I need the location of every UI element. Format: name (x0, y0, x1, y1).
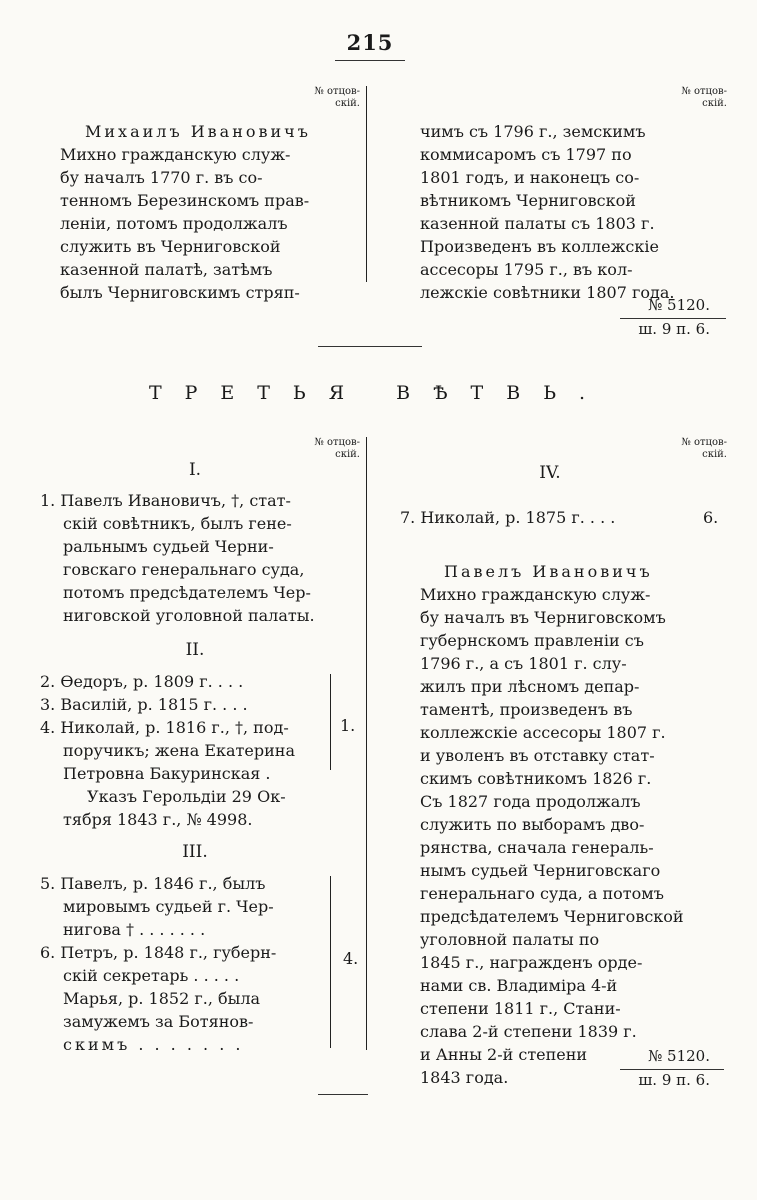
text-line: генеральнаго суда, а потомъ (420, 884, 664, 903)
text-line: 4. Николай, р. 1816 г., †, под- (40, 718, 289, 737)
section-ii-text (40, 670, 330, 831)
text-line: степени 1811 г., Стани- (420, 999, 621, 1018)
text-line: служить въ Черниговской (60, 237, 281, 256)
reference-location: ш. 9 п. 6. (638, 320, 710, 338)
text-line: Михно гражданскую служ- (420, 585, 651, 604)
column-header-line: скій. (335, 98, 360, 109)
father-number: 1. (340, 716, 356, 735)
column-header-line: № отцов- (681, 437, 727, 448)
text-line: 1843 года. (420, 1068, 509, 1087)
text-line: мировымъ судьей г. Чер- (63, 897, 274, 916)
text-line: 1845 г., награжденъ орде- (420, 953, 643, 972)
text-line: говскаго генеральнаго суда, (63, 560, 305, 579)
text-line: былъ Черниговскимъ стряп- (60, 283, 300, 302)
section-separator (318, 1094, 368, 1095)
reference-number: № 5120. (648, 296, 710, 314)
text-line: Марья, р. 1852 г., была (63, 989, 261, 1008)
text-line: коммисаромъ съ 1797 по (420, 145, 632, 164)
column-divider (366, 86, 367, 282)
bracket (330, 876, 331, 1048)
text-line: Указъ Герольдіи 29 Ок- (87, 787, 286, 806)
text-line: служить по выборамъ дво- (420, 815, 645, 834)
text-line: 6. Петръ, р. 1848 г., губерн- (40, 943, 277, 962)
text-line: бу началъ въ Черниговскомъ (420, 608, 666, 627)
section-i-text (40, 489, 340, 627)
text-line: ниговской уголовной палаты. (63, 606, 315, 625)
column-header-line: скій. (702, 449, 727, 460)
text-line: 3. Василій, р. 1815 г. . . . (40, 695, 248, 714)
text-line: скимъ совѣтникомъ 1826 г. (420, 769, 652, 788)
reference-rule (620, 318, 726, 319)
column-header-right (665, 86, 727, 110)
text-line: ассесоры 1795 г., въ кол- (420, 260, 633, 279)
column-header-left (300, 86, 360, 110)
text-line: казенной палаты съ 1803 г. (420, 214, 655, 233)
text-line: коллежскіе ассесоры 1807 г. (420, 723, 666, 742)
text-line: слава 2-й степени 1839 г. (420, 1022, 637, 1041)
page-number: 215 (335, 30, 405, 61)
text-line: предсѣдателемъ Черниговской (420, 907, 684, 926)
text-line: скій секретарь . . . . . (63, 966, 240, 985)
text-line: рянства, сначала генераль- (420, 838, 654, 857)
generation-heading: II. (185, 640, 205, 660)
branch-title (0, 382, 757, 404)
branch-title-text: ТРЕТЬЯ ВѢТВЬ. (148, 382, 609, 404)
text-line: Съ 1827 года продолжалъ (420, 792, 641, 811)
father-number: 6. (703, 508, 719, 527)
text-line: губернскомъ правленіи съ (420, 631, 644, 650)
text-line: 1. Павелъ Ивановичъ, †, стат- (40, 491, 291, 510)
text-line: лежскіе совѣтники 1807 года. (420, 283, 675, 302)
column-header-line: № отцов- (314, 86, 360, 97)
text-line: Петровна Бакуринская . (63, 764, 271, 783)
section-separator (318, 346, 422, 347)
section-iii-text (40, 872, 330, 1056)
text-line: таментѣ, произведенъ въ (420, 700, 633, 719)
biography-text (420, 560, 710, 1089)
text-line: тября 1843 г., № 4998. (63, 810, 253, 829)
generation-heading: III. (182, 842, 208, 862)
generation-heading: IV. (539, 463, 561, 483)
top-right-text (420, 120, 690, 304)
text-line: Павелъ Ивановичъ (444, 562, 653, 581)
text-line: нигова † . . . . . . . (63, 920, 206, 939)
text-line: жилъ при лѣсномъ депар- (420, 677, 640, 696)
text-line: скій совѣтникъ, былъ гене- (63, 514, 292, 533)
text-line: 5. Павелъ, р. 1846 г., былъ (40, 874, 266, 893)
reference-location: ш. 9 п. 6. (638, 1071, 710, 1089)
text-line: чимъ съ 1796 г., земскимъ (420, 122, 646, 141)
text-line: Михаилъ Ивановичъ (85, 122, 311, 141)
father-number: 4. (343, 949, 359, 968)
text-line: леніи, потомъ продолжалъ (60, 214, 288, 233)
text-line: и Анны 2-й степени (420, 1045, 588, 1064)
column-header-line: № отцов- (681, 86, 727, 97)
reference-number: № 5120. (648, 1047, 710, 1065)
text-line: потомъ предсѣдателемъ Чер- (63, 583, 311, 602)
column-header-left (300, 437, 360, 461)
text-line: и уволенъ въ отставку стат- (420, 746, 655, 765)
column-divider (366, 437, 367, 1050)
text-line: 2. Ѳедоръ, р. 1809 г. . . . (40, 672, 244, 691)
text-line: 1796 г., а съ 1801 г. слу- (420, 654, 627, 673)
reference-rule (620, 1069, 724, 1070)
generation-heading: I. (188, 460, 202, 480)
text-line: ральнымъ судьей Черни- (63, 537, 274, 556)
text-line: бу началъ 1770 г. въ со- (60, 168, 263, 187)
column-header-line: № отцов- (314, 437, 360, 448)
top-left-text (60, 120, 335, 304)
text-line: Михно гражданскую служ- (60, 145, 291, 164)
text-line: казенной палатѣ, затѣмъ (60, 260, 273, 279)
text-line: замужемъ за Ботянов- (63, 1012, 254, 1031)
text-line: 1801 годъ, и наконецъ со- (420, 168, 640, 187)
text-line: уголовной палаты по (420, 930, 600, 949)
text-line: нами св. Владиміра 4-й (420, 976, 618, 995)
text-line: тенномъ Березинскомъ прав- (60, 191, 310, 210)
text-line: Произведенъ въ коллежскіе (420, 237, 659, 256)
text-line: скимъ . . . . . . . (63, 1035, 244, 1054)
text-line: нымъ судьей Черниговскаго (420, 861, 661, 880)
section-iv-entry: 7. Николай, р. 1875 г. . . . (400, 508, 616, 527)
column-header-line: скій. (335, 449, 360, 460)
text-line: поручикъ; жена Екатерина (63, 741, 295, 760)
text-line: вѣтникомъ Черниговской (420, 191, 636, 210)
bracket (330, 674, 331, 770)
column-header-line: скій. (702, 98, 727, 109)
column-header-right (665, 437, 727, 461)
